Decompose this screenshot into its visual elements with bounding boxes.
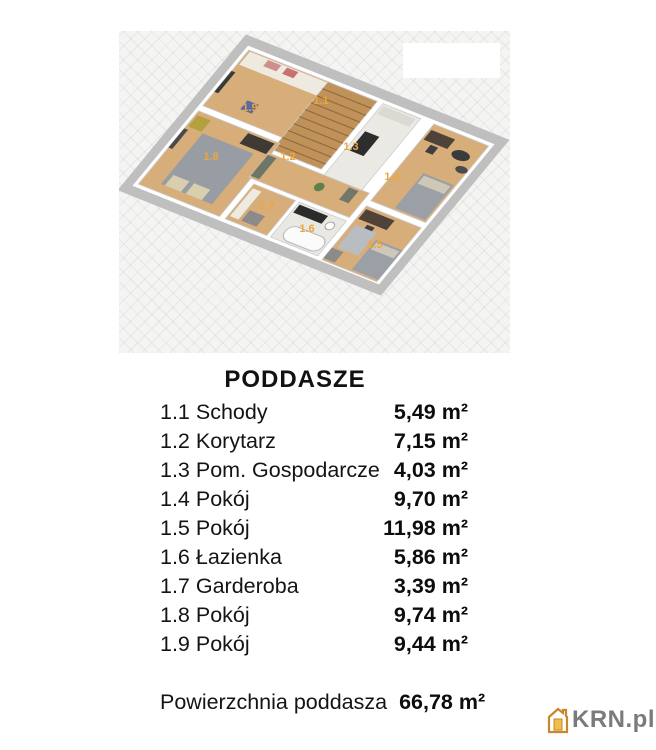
legend-row: [160, 485, 468, 514]
room-label-1.5: 1.5: [367, 238, 383, 251]
floorplan-drawing: [119, 31, 510, 353]
room-area: 11,98 m²: [383, 516, 468, 540]
legend-rows: [160, 398, 468, 659]
room-label-1.7: 1.7: [259, 199, 275, 212]
floorplan-panel: [119, 31, 510, 353]
legend-row: [160, 456, 468, 485]
room-label-1.6: 1.6: [299, 222, 315, 235]
room-number-and-name: 1.3 Pom. Gospodarcze: [160, 458, 380, 482]
room-number-and-name: 1.5 Pokój: [160, 516, 250, 540]
legend-row: [160, 630, 468, 659]
krn-watermark-text: KRN.pl: [572, 706, 655, 733]
legend-row: [160, 427, 468, 456]
covered-logo-area: [403, 43, 500, 78]
legend-row: [160, 398, 468, 427]
room-label-1.4: 1.4: [384, 170, 400, 183]
page-title: PODDASZE: [224, 366, 366, 393]
total-area-value: 66,78 m²: [399, 690, 486, 714]
room-number-and-name: 1.7 Garderoba: [160, 574, 299, 598]
krn-watermark[interactable]: [546, 704, 655, 736]
room-number-and-name: 1.8 Pokój: [160, 603, 250, 627]
legend-row: [160, 601, 468, 630]
total-area-label: Powierzchnia poddasza: [160, 690, 388, 714]
room-label-1.3: 1.3: [343, 140, 359, 153]
legend-row: [160, 572, 468, 601]
room-area: 9,70 m²: [393, 487, 468, 511]
room-number-and-name: 1.9 Pokój: [160, 632, 250, 656]
room-area: 5,49 m²: [393, 400, 468, 424]
room-label-1.2: 1.2: [280, 150, 296, 163]
room-area: 9,74 m²: [393, 603, 468, 627]
room-number-and-name: 1.2 Korytarz: [160, 429, 276, 453]
room-area: 3,39 m²: [393, 574, 468, 598]
legend-row: [160, 514, 468, 543]
room-number-and-name: 1.1 Schody: [160, 400, 268, 424]
room-number-and-name: 1.4 Pokój: [160, 487, 250, 511]
legend-row: [160, 543, 468, 572]
room-area: 4,03 m²: [393, 458, 468, 482]
room-label-1.9: 1.9: [242, 101, 258, 114]
room-area: 7,15 m²: [393, 429, 468, 453]
krn-house-icon: [546, 705, 570, 735]
room-label-1.8: 1.8: [203, 150, 219, 163]
total-area-line: [160, 690, 485, 715]
room-label-1.1: 1.1: [313, 94, 329, 107]
room-area: 5,86 m²: [393, 545, 468, 569]
room-area: 9,44 m²: [393, 632, 468, 656]
room-number-and-name: 1.6 Łazienka: [160, 545, 282, 569]
